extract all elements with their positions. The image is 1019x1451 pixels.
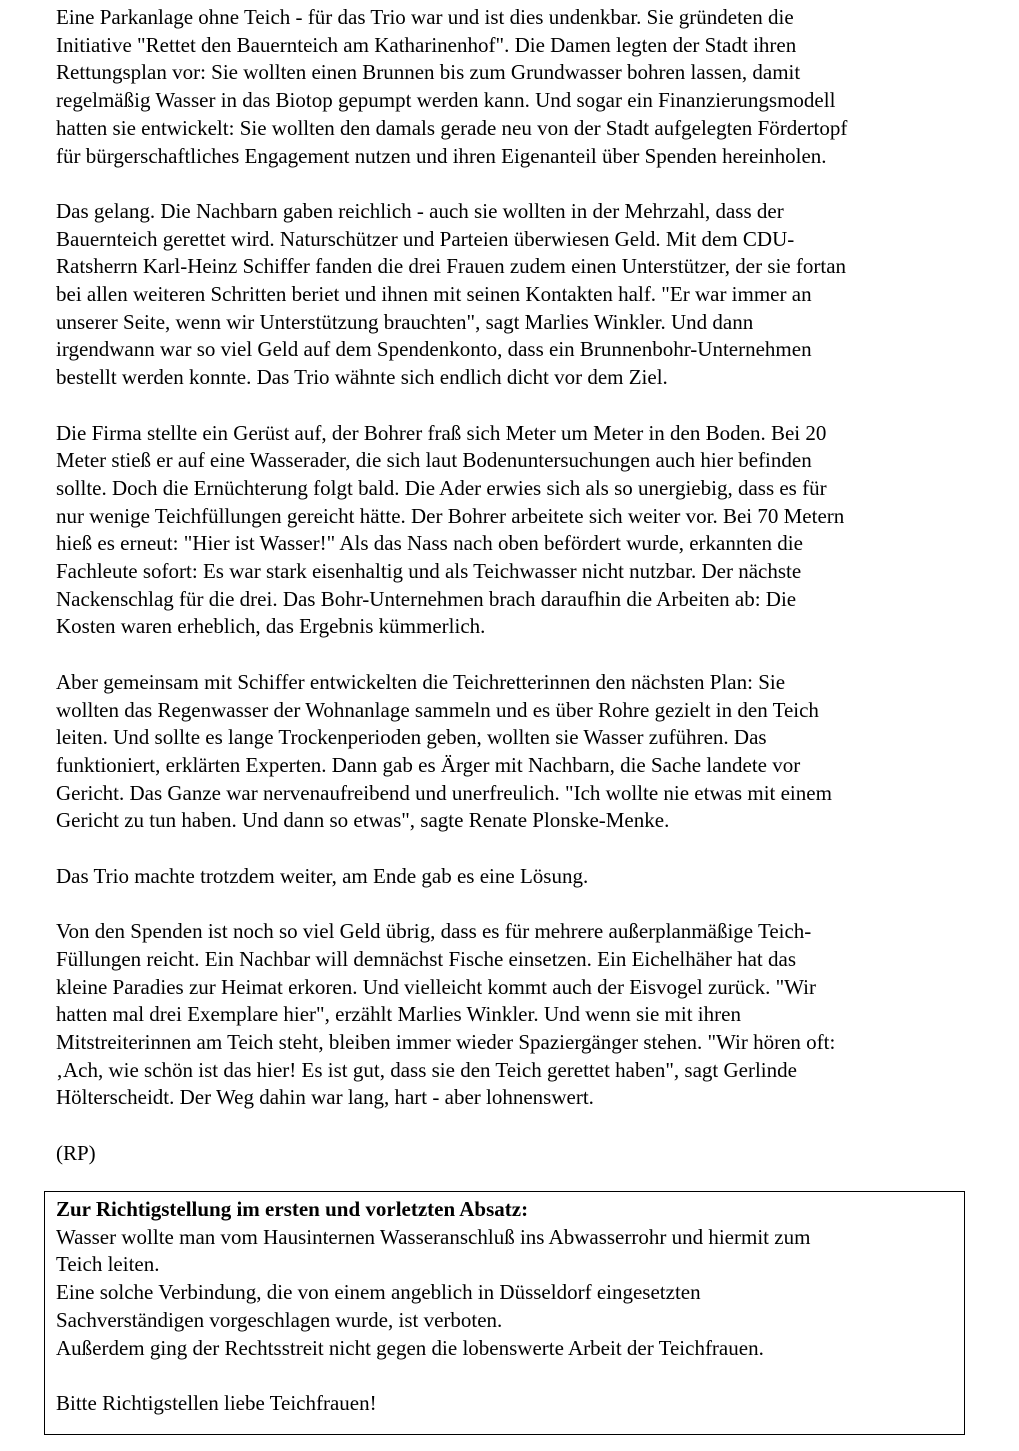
article-paragraph-2: Das gelang. Die Nachbarn gaben reichlich - auch sie wollten in der Mehrzahl, dass der Bauernteich gerettet wird. Naturschützer und Parteien überwiesen Geld. Mit dem CDU- Ratsherrn Karl-Heinz Schiffer fanden die drei Frauen zudem einen Unterstützer, der sie fortan bei allen weiteren Schritten beriet und ihnen mit seinen Kontakten half. "Er war immer an unserer Seite, wenn wir Unterstützung brauchten", sagt Marlies Winkler. Und dann irgendwann war so viel Geld auf dem Spendenkonto, dass ein Brunnenbohr-Unternehmen bestellt werden konnte. Das Trio wähnte sich endlich dicht vor dem Ziel.: [56, 198, 847, 390]
article-paragraph-6: Von den Spenden ist noch so viel Geld übrig, dass es für mehrere außerplanmäßige Teich- Füllungen reicht. Ein Nachbar will demnächst Fische einsetzen. Ein Eichelhäher hat das kleine Paradies zur Heimat erkoren. Und vielleicht kommt auch der Eisvogel zurück. "Wir hatten mal drei Exemplare hier", erzählt Marlies Winkler. Und wenn sie mit ihren Mitstreiterinnen am Teich steht, bleiben immer wieder Spaziergänger stehen. "Wir hören oft: ‚Ach, wie schön ist das hier! Es ist gut, dass sie den Teich gerettet haben", sagt Gerlinde Hölterscheidt. Der Weg dahin war lang, hart - aber lohnenswert.: [56, 919, 836, 1110]
article-paragraph-1: Eine Parkanlage ohne Teich - für das Trio war und ist dies undenkbar. Sie gründeten die Initiative "Rettet den Bauernteich am Katharinenhof". Die Damen legten der Stadt ihren Rettungsplan vor: Sie wollten einen Brunnen bis zum Grundwasser bohren lassen, damit regelmäßig Wasser in das Biotop gepumpt werden kann. Und sogar ein Finanzierungsmodell hatten sie entwickelt: Sie wollten den damals gerade neu von der Stadt aufgelegten Fördertopf für bürgerschaftliches Engagement nutzen und ihren Eigenanteil über Spenden hereinholen.: [56, 5, 848, 168]
correction-title: Zur Richtigstellung im ersten und vorletzten Absatz:: [56, 1197, 529, 1221]
correction-closing: Bitte Richtigstellen liebe Teichfrauen!: [56, 1390, 377, 1415]
article-paragraph-3: Die Firma stellte ein Gerüst auf, der Bohrer fraß sich Meter um Meter in den Boden. Bei 20 Meter stieß er auf eine Wasserader, die sich laut Bodenuntersuchungen auch hier befinden sollte. Doch die Ernüchterung folgt bald. Die Ader erwies sich als so unergiebig, dass es für nur wenige Teichfüllungen gereicht hätte. Der Bohrer arbeitete sich weiter vor. Bei 70 Metern hieß es erneut: "Hier ist Wasser!" Als das Nass nach oben befördert wurde, erkannten die Fachleute sofort: Es war stark eisenhaltig und als Teichwasser nicht nutzbar. Der nächste Nackenschlag für die drei. Das Bohr-Unternehmen brach daraufhin die Arbeiten ab: Die Kosten waren erheblich, das Ergebnis kümmerlich.: [56, 420, 845, 639]
article-paragraph-5: Das Trio machte trotzdem weiter, am Ende gab es eine Lösung.: [56, 863, 589, 888]
source-credit: (RP): [56, 1140, 96, 1165]
article-body: [56, 4, 976, 1167]
correction-body: Wasser wollte man vom Hausinternen Wasseranschluß ins Abwasserrohr und hiermit zum Teich leiten. Eine solche Verbindung, die von einem angeblich in Düsseldorf eingesetzten Sachverständigen vorgeschlagen wurde, ist verboten. Außerdem ging der Rechtsstreit nicht gegen die lobenswerte Arbeit der Teichfrauen.: [56, 1224, 811, 1360]
article-paragraph-4: Aber gemeinsam mit Schiffer entwickelten die Teichretterinnen den nächsten Plan: Sie wollten das Regenwasser der Wohnanlage sammeln und es über Rohre gezielt in den Teich leiten. Und sollte es lange Trockenperioden geben, wollten sie Wasser zuführen. Das funktioniert, erklärten Experten. Dann gab es Ärger mit Nachbarn, die Sache landete vor Gericht. Das Ganze war nervenaufreibend und unerfreulich. "Ich wollte nie etwas mit einem Gericht zu tun haben. Und dann so etwas", sagte Renate Plonske-Menke.: [56, 669, 832, 833]
correction-box: [44, 1191, 965, 1435]
